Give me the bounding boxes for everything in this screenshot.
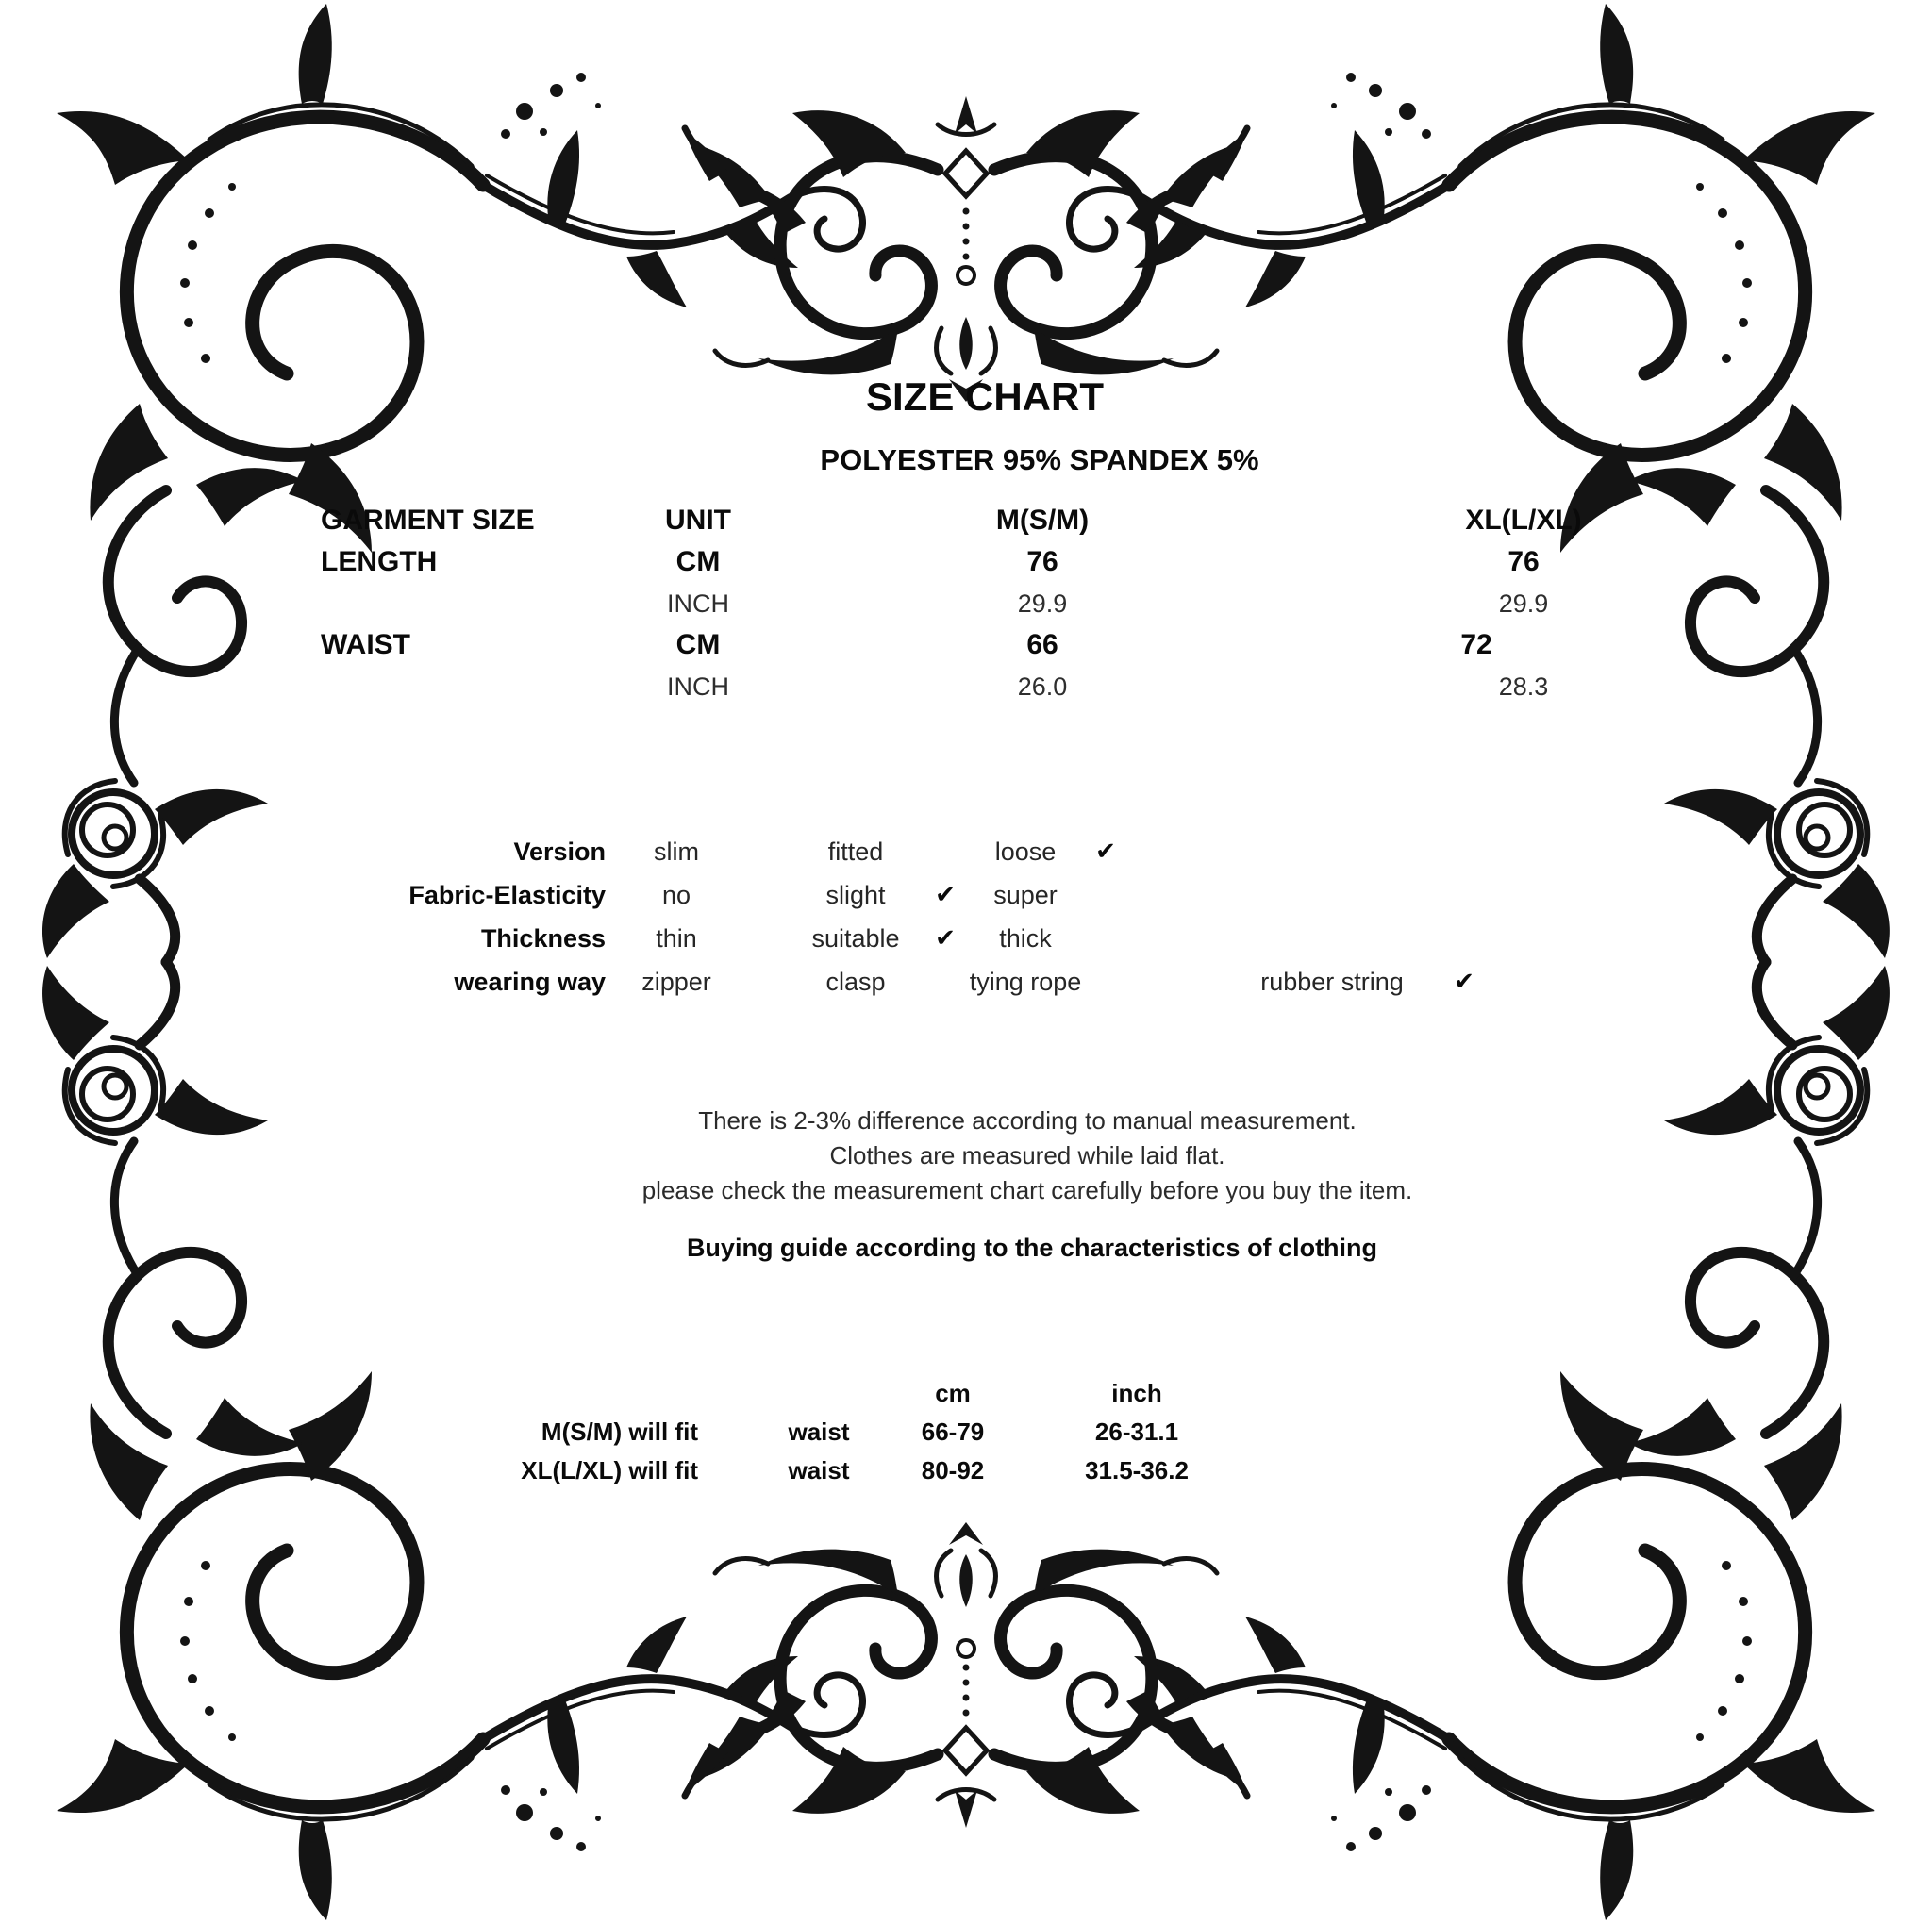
fit-label: M(S/M) will fit (541, 1418, 698, 1446)
attribute-label: Thickness (480, 924, 606, 953)
note-line: please check the measurement chart carefully before you buy the item. (641, 1176, 1413, 1204)
value-cell: 72 (1460, 629, 1492, 660)
attribute-option: clasp (825, 968, 886, 996)
column-header-garment-size: GARMENT SIZE (321, 505, 535, 536)
row-label: LENGTH (321, 546, 438, 577)
column-header-unit: UNIT (665, 505, 731, 536)
table-row-waist-cm (321, 624, 1736, 666)
corner-flourish-top-left (42, 4, 862, 962)
fit-label: XL(L/XL) will fit (521, 1456, 698, 1484)
unit-cell: CM (675, 546, 721, 577)
unit-cell: INCH (667, 672, 729, 701)
attribute-label: wearing way (454, 968, 606, 996)
row-label (321, 666, 575, 707)
fabric-composition: POLYESTER 95% SPANDEX 5% (820, 443, 1259, 476)
column-header-size-m: M(S/M) (995, 505, 1090, 536)
page-title: SIZE CHART (866, 374, 1104, 419)
attribute-option: thin (656, 924, 697, 953)
row-label: WAIST (321, 629, 410, 660)
attribute-option: tying rope (969, 968, 1082, 996)
spacer-cell (739, 1374, 899, 1413)
value-cell: 76 (1026, 546, 1058, 577)
attribute-row-version (236, 830, 1840, 873)
unit-header-cm: cm (935, 1379, 971, 1407)
fit-measure: waist (788, 1456, 850, 1484)
fit-cm-range: 80-92 (921, 1456, 985, 1484)
note-line: There is 2-3% difference according to manual measurement. (698, 1106, 1357, 1135)
size-table-header-row (321, 500, 1736, 541)
spacer-cell (321, 1374, 698, 1413)
value-cell: 29.9 (1498, 589, 1549, 618)
value-cell: 29.9 (1017, 589, 1068, 618)
attribute-option: super (993, 881, 1058, 909)
attribute-option: slight (825, 881, 886, 909)
attribute-option: rubber string (1260, 968, 1404, 996)
fit-measure: waist (788, 1418, 850, 1446)
check-icon: ✔ (1454, 968, 1474, 996)
check-icon: ✔ (935, 924, 956, 953)
note-line: Clothes are measured while laid flat. (829, 1141, 1225, 1169)
check-icon: ✔ (935, 881, 956, 909)
unit-cell: INCH (667, 589, 729, 618)
unit-header-inch: inch (1111, 1379, 1162, 1407)
attribute-label: Fabric-Elasticity (408, 881, 606, 909)
table-row-waist-inch (321, 666, 1736, 707)
attribute-row-thickness (236, 917, 1840, 960)
attribute-option: suitable (811, 924, 900, 953)
value-cell: 26.0 (1017, 672, 1068, 701)
check-icon: ✔ (1095, 838, 1116, 866)
garment-attributes (236, 830, 1840, 1003)
attribute-label: Version (513, 838, 606, 866)
value-cell: 76 (1507, 546, 1540, 577)
measurement-notes (61, 1103, 1932, 1208)
corner-flourish-top-right (1069, 4, 1889, 962)
row-label (321, 583, 575, 624)
attribute-option: loose (994, 838, 1057, 866)
size-table (321, 500, 1736, 707)
value-cell: 66 (1026, 629, 1058, 660)
unit-cell: CM (675, 629, 721, 660)
fit-cm-range: 66-79 (921, 1418, 985, 1446)
fit-table-header-row (321, 1374, 1641, 1413)
buying-guide-heading: Buying guide according to the characteristics of clothing (686, 1234, 1378, 1262)
attribute-option: no (661, 881, 691, 909)
attribute-row-wearing-way (236, 960, 1840, 1003)
fit-row-xl (321, 1451, 1641, 1490)
table-row-length-inch (321, 583, 1736, 624)
attribute-row-elasticity (236, 873, 1840, 917)
value-cell: 28.3 (1498, 672, 1549, 701)
fit-inch-range: 26-31.1 (1094, 1418, 1179, 1446)
attribute-option: fitted (827, 838, 884, 866)
attribute-option: slim (654, 838, 699, 866)
attribute-option: thick (999, 924, 1052, 953)
fit-table (321, 1374, 1641, 1490)
attribute-option: zipper (641, 968, 711, 996)
table-row-length-cm (321, 541, 1736, 583)
column-header-size-xl: XL(L/XL) (1465, 505, 1582, 536)
fit-inch-range: 31.5-36.2 (1085, 1456, 1189, 1484)
fit-row-m (321, 1413, 1641, 1451)
